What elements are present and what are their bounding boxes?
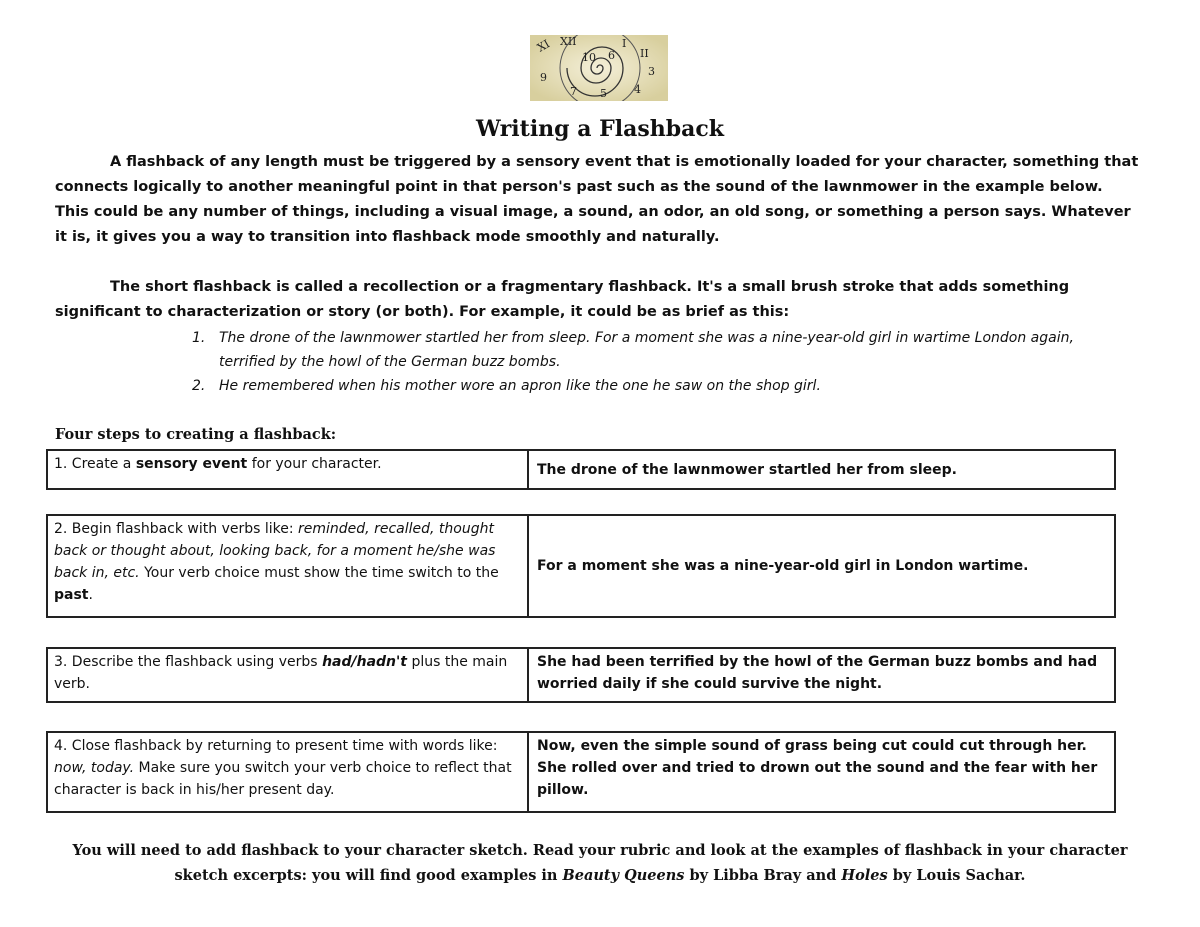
book-title: Holes [841,867,888,884]
step-emphasis: reminded, recalled, thought back or thought about, looking back, for a moment he/she was back in, etc. [54,521,496,581]
step-text: Make sure you switch your verb choice to reflect that character is back in his/her present day. [54,760,512,798]
step-text: . [88,587,93,603]
step-text: for your character. [247,456,382,472]
book-title: Beauty Queens [562,867,685,884]
list-number: 1. [192,330,206,346]
steps-heading: Four steps to creating a flashback: [55,426,337,443]
svg-text:10: 10 [582,51,596,64]
step-text: 3. Describe the flashback using verbs [54,654,323,670]
step-example: The drone of the lawnmower startled her from sleep. [537,461,957,478]
step-emphasis: now, today. [54,760,135,776]
intro-paragraph-text: A flashback of any length must be triggered by a sensory event that is emotionally loaded for your character, something that connects logically to another meaningful point in that person's past such as the sound of the lawnmower in the example below. This could be any number of things, including a visual image, a sound, an odor, an old song, or something a person says. Whatever it is, it gives you a way to transition into flashback mode smoothly and naturally. [55,154,1139,245]
svg-text:5: 5 [600,87,607,100]
step-emphasis: sensory event [135,456,248,472]
closing-text: by Libba Bray and [684,867,842,884]
list-item [192,374,1122,398]
table-row [46,514,1116,618]
page-title: Writing a Flashback [475,116,725,142]
clock-image [530,35,668,101]
list-number: 2. [192,378,206,394]
recollection-paragraph [55,275,1140,325]
closing-note [55,838,1145,888]
step-instruction [48,451,529,488]
step-text: 4. Close flashback by returning to present time with words like: [54,738,498,754]
intro-paragraph [55,150,1140,250]
table-row [46,449,1116,490]
list-item [192,326,1122,374]
list-text: He remembered when his mother wore an apron like the one he saw on the shop girl. [219,378,821,394]
step-text: 2. Begin flashback with verbs like: [54,521,299,537]
step-example: She had been terrified by the howl of the German buzz bombs and had worried daily if she could survive the night. [537,654,1098,692]
list-text: The drone of the lawnmower startled her from sleep. For a moment she was a nine-year-old girl in wartime London again, terrified by the howl of the German buzz bombs. [219,330,1074,370]
step-text: plus the main verb. [54,654,508,692]
step-instruction [48,516,529,616]
closing-text: by Louis Sachar. [887,867,1026,884]
svg-text:3: 3 [648,65,655,78]
step-emphasis: had/hadn't [322,654,407,670]
svg-text:XII: XII [560,35,577,48]
step-instruction [48,733,529,811]
table-row [46,647,1116,703]
example-list [192,326,1122,398]
closing-text: You will need to add flashback to your character sketch. Read your rubric and look at the examples of flashback in your character sketch excerpts: you will find good examples in [72,842,1128,884]
step-example: For a moment she was a nine-year-old girl in London wartime. [537,558,1029,574]
svg-text:4: 4 [634,83,641,96]
recollection-paragraph-text: The short flashback is called a recollection or a fragmentary flashback. It's a small brush stroke that adds something significant to characterization or story (or both). For example, it could be as brief as this: [55,279,1070,320]
svg-text:6: 6 [608,49,615,62]
step-instruction [48,649,529,701]
step-text: Your verb choice must show the time switch to the [139,565,499,581]
step-example: Now, even the simple sound of grass being cut could cut through her. She rolled over and tried to drown out the sound and the fear with her pillow. [537,738,1098,798]
table-row [46,731,1116,813]
svg-text:9: 9 [540,71,547,84]
step-text: 1. Create a [54,456,136,472]
svg-text:II: II [640,47,649,60]
step-emphasis: past [54,587,89,603]
svg-text:I: I [622,37,627,50]
svg-text:7: 7 [570,85,577,98]
svg-text:XI: XI [535,37,553,55]
